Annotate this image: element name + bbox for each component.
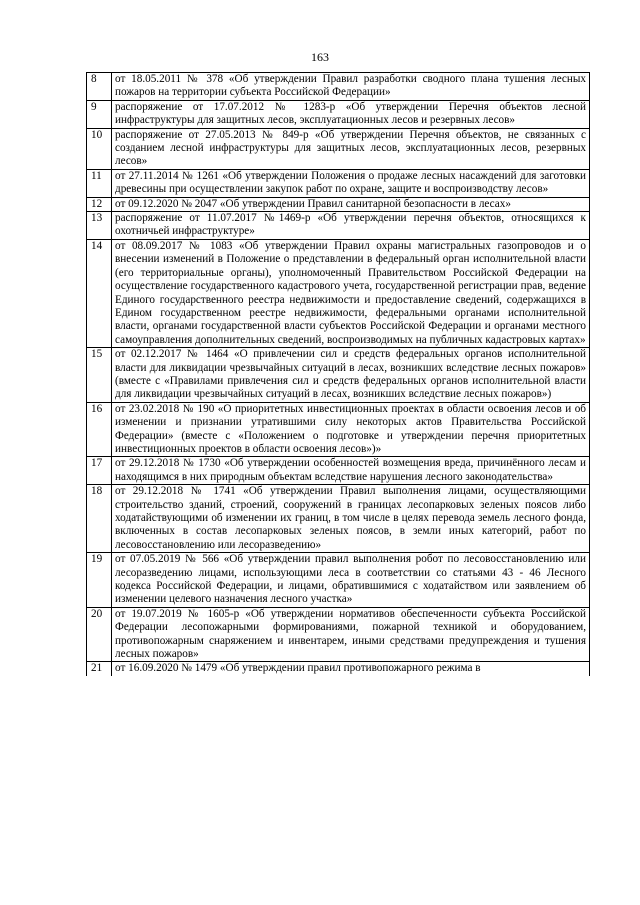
row-text: от 07.05.2019 № 566 «Об утверждении правил выполнения робот по лесовосстановлению или лесоразведению лицами, использующими леса в соответствии со статьями 43 - 46 Лесного кодекса Российской Федерации, и лицами, обратившимися с ходатайством или заявлением об изменении целевого назначения лесного участка»	[112, 553, 590, 608]
row-text: от 29.12.2018 № 1730 «Об утверждении особенностей возмещения вреда, причинённого лесам и находящимся в них природным объектам вследствие нарушения лесного законодательства»	[112, 457, 590, 485]
row-number: 20	[87, 607, 112, 662]
row-number: 21	[87, 662, 112, 676]
row-text: от 18.05.2011 № 378 «Об утверждении Правил разработки сводного плана тушения лесных пожаров на территории субъекта Российской Федерации»	[112, 73, 590, 101]
row-text: от 02.12.2017 № 1464 «О привлечении сил и средств федеральных органов исполнительной власти для ликвидации чрезвычайных ситуаций в лесах, возникших вследствие лесных пожаров» (вместе с «Правилами привлечения сил и средств федеральных органов исполнительной власти для ликвидации чрезвычайных ситуаций в лесах, возникших вследствие лесных пожаров»)	[112, 348, 590, 403]
row-text: от 27.11.2014 № 1261 «Об утверждении Положения о продаже лесных насаждений для заготовки древесины при осуществлении закупок работ по охране, защите и воспроизводству лесов»	[112, 169, 590, 197]
table-row	[87, 197, 590, 211]
table-row	[87, 662, 590, 676]
table-row	[87, 73, 590, 101]
page-number: 163	[311, 50, 329, 64]
row-number: 17	[87, 457, 112, 485]
table-row	[87, 212, 590, 240]
row-number: 18	[87, 485, 112, 553]
row-number: 19	[87, 553, 112, 608]
table-row	[87, 239, 590, 347]
row-number: 9	[87, 100, 112, 128]
table-row	[87, 402, 590, 457]
table-row	[87, 169, 590, 197]
row-number: 12	[87, 197, 112, 211]
row-text: от 23.02.2018 № 190 «О приоритетных инвестиционных проектах в области освоения лесов и об изменении и признании утратившими силу некоторых актов Правительства Российской Федерации» (вместе с «Положением о подготовке и утверждении перечня приоритетных инвестиционных проектов в области освоения лесов»)»	[112, 402, 590, 457]
row-number: 10	[87, 128, 112, 169]
row-number: 13	[87, 212, 112, 240]
row-number: 15	[87, 348, 112, 403]
table-row	[87, 128, 590, 169]
row-number: 8	[87, 73, 112, 101]
table-row	[87, 348, 590, 403]
table-row	[87, 607, 590, 662]
row-text: от 16.09.2020 № 1479 «Об утверждении правил противопожарного режима в	[112, 662, 590, 676]
row-text: распоряжение от 27.05.2013 № 849-р «Об утверждении Перечня объектов, не связанных с созданием лесной инфраструктуры для защитных лесов, эксплуатационных лесов, резервных лесов»	[112, 128, 590, 169]
table-row	[87, 100, 590, 128]
row-text: от 08.09.2017 № 1083 «Об утверждении Правил охраны магистральных газопроводов и о внесении изменений в Положение о представлении в федеральный орган исполнительной власти (его территориальные органы), уполномоченный Правительством Российской Федерации на осуществление государственного кадастрового учета, государственной регистрации прав, ведение Единого государственного реестра недвижимости и предоставление сведений, содержащихся в Едином государственном реестре недвижимости, федеральными органами исполнительной власти, органами государственной власти субъектов Российской Федерации и органами местного самоуправления дополнительных сведений, воспроизводимых на публичных кадастровых картах»	[112, 239, 590, 347]
table-row	[87, 553, 590, 608]
row-number: 11	[87, 169, 112, 197]
row-number: 14	[87, 239, 112, 347]
row-number: 16	[87, 402, 112, 457]
row-text: от 29.12.2018 № 1741 «Об утверждении Правил выполнения лицами, осуществляющими строительство зданий, строений, сооружений в границах лесопарковых зеленых поясов либо ходатайствующими об изменении их границ, в том числе в целях перевода земель лесного фонда, включенных в состав лесопарковых зеленых поясов, в земли иных категорий, работ по лесовосстановлению или лесоразведению»	[112, 485, 590, 553]
row-text: от 19.07.2019 № 1605-р «Об утверждении нормативов обеспеченности субъекта Российской Федерации лесопожарными формированиями, пожарной техникой и оборудованием, противопожарным снаряжением и инвентарем, иными средствами предупреждения и тушения лесных пожаров»	[112, 607, 590, 662]
table-row	[87, 485, 590, 553]
row-text: распоряжение от 17.07.2012 № 1283-р «Об утверждении Перечня объектов лесной инфраструктуры для защитных лесов, эксплуатационных лесов и резервных лесов»	[112, 100, 590, 128]
legal-acts-table	[86, 72, 590, 676]
table-row	[87, 457, 590, 485]
row-text: распоряжение от 11.07.2017 №1469-р «Об утверждении перечня объектов, относящихся к охотничьей инфраструктуре»	[112, 212, 590, 240]
row-text: от 09.12.2020 № 2047 «Об утверждении Правил санитарной безопасности в лесах»	[112, 197, 590, 211]
